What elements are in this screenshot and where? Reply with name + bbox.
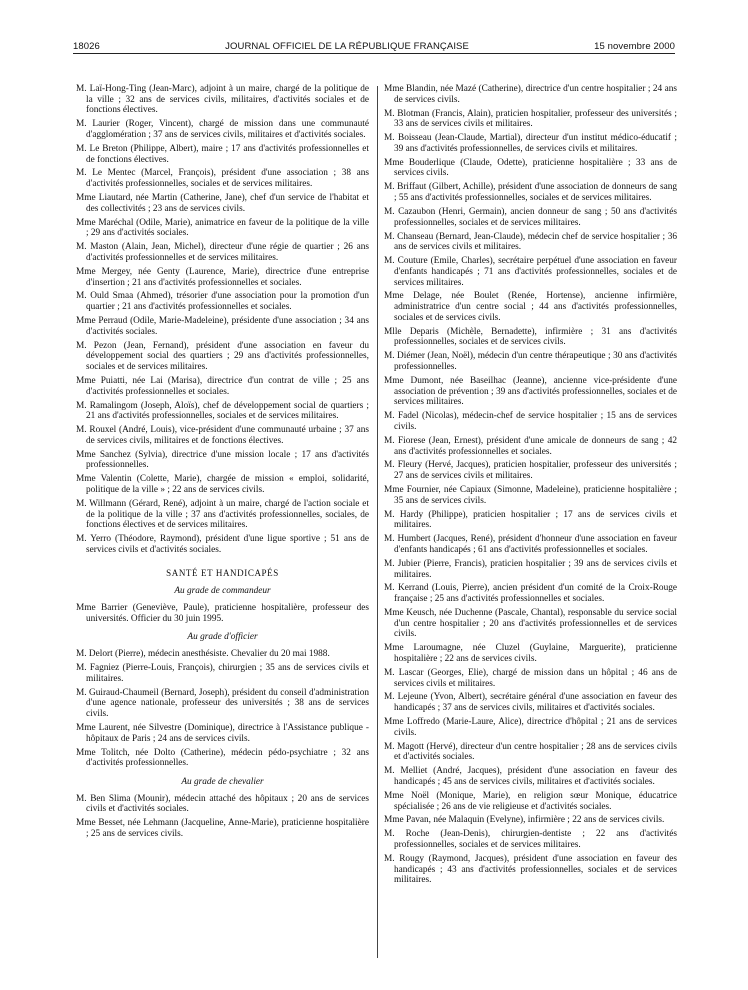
list-item: M. Fagniez (Pierre-Louis, François), chirurgien ; 35 ans de services civils et militaires.	[76, 663, 369, 684]
list-item: M. Magott (Hervé), directeur d'un centre hospitalier ; 28 ans de services civils et d'activités sociales.	[384, 741, 677, 763]
column-divider	[377, 86, 378, 958]
list-item: M. Boisseau (Jean-Claude, Martial), directeur d'un institut médico-éducatif ; 39 ans d'activités professionnelles, de services civils et militaires.	[384, 133, 677, 154]
list-item: Mme Liautard, née Martin (Catherine, Jane), chef d'un service de l'habitat et des collectivités ; 23 ans de services civils.	[76, 193, 369, 214]
list-item: M. Rouxel (André, Louis), vice-président d'une communauté urbaine ; 37 ans de services civils, militaires et de fonctions électives.	[76, 425, 369, 446]
list-item: M. Ould Smaa (Ahmed), trésorier d'une association pour la promotion d'un quartier ; 21 ans d'activités professionnelles et sociales.	[76, 291, 369, 313]
issue-date: 15 novembre 2000	[594, 41, 675, 52]
list-item: M. Guiraud-Chaumeil (Bernard, Joseph), président du conseil d'administration d'une agence nationale, professeur des universités ; 38 ans de services civils.	[76, 687, 369, 720]
list-item: M. Jubier (Pierre, Francis), praticien hospitalier ; 39 ans de services civils et militaires.	[384, 558, 677, 580]
list-item: M. Willmann (Gérard, René), adjoint à un maire, chargé de l'action sociale et de la politique de la ville ; 37 ans d'activités professionnelles, sociales, de fonctions électives et de services militaires.	[76, 498, 369, 531]
list-item: M. Pezon (Jean, Fernand), président d'une association en faveur du développement social des quartiers ; 29 ans d'activités professionnelles, sociales et de services militaires.	[76, 340, 369, 373]
page-header	[73, 36, 675, 52]
list-item: M. Hardy (Philippe), praticien hospitalier ; 17 ans de services civils et militaires.	[384, 509, 677, 531]
list-item: Mme Delage, née Boulet (Renée, Hortense), ancienne infirmière, administratrice d'un centre social ; 44 ans d'activités professionnelles, sociales et de services civils.	[384, 291, 677, 323]
journal-title: JOURNAL OFFICIEL DE LA RÉPUBLIQUE FRANÇAISE	[225, 41, 469, 52]
list-item: Mlle Deparis (Michèle, Bernadette), infirmière ; 31 ans d'activités professionnelles, sociales et de services civils.	[384, 326, 677, 348]
list-item: M. Fiorese (Jean, Ernest), président d'une amicale de donneurs de sang ; 42 ans d'activités professionnelles et sociales.	[384, 435, 677, 457]
list-item: Mme Fournier, née Capiaux (Simonne, Madeleine), praticienne hospitalière ; 35 ans de services civils.	[384, 485, 677, 506]
list-item: Mme Noël (Monique, Marie), en religion sœur Monique, éducatrice spécialisée ; 26 ans de vie religieuse et d'activités sociales.	[384, 790, 677, 812]
section-title: SANTÉ ET HANDICAPÉS	[166, 567, 279, 578]
list-item: Mme Valentin (Colette, Marie), chargée de mission « emploi, solidarité, politique de la ville » ; 22 ans de services civils.	[76, 474, 369, 496]
list-item: M. Kerrand (Louis, Pierre), ancien président d'un comité de la Croix-Rouge française ; 25 ans d'activités professionnelles et sociales.	[384, 583, 677, 605]
grade-heading-commandeur: Au grade de commandeur	[174, 586, 271, 597]
list-item: Mme Mergey, née Genty (Laurence, Marie), directrice d'une entreprise d'insertion ; 21 ans d'activités professionnelles et sociales.	[76, 266, 369, 288]
list-item: Mme Blandin, née Mazé (Catherine), directrice d'un centre hospitalier ; 24 ans de services civils.	[384, 84, 677, 105]
list-item: M. Le Breton (Philippe, Albert), maire ; 17 ans d'activités professionnelles et de fonctions électives.	[76, 143, 369, 165]
list-item: M. Ben Slima (Mounir), médecin attaché des hôpitaux ; 20 ans de services civils et d'activités sociales.	[76, 793, 369, 815]
list-item: M. Diémer (Jean, Noël), médecin d'un centre thérapeutique ; 30 ans d'activités professionnelles.	[384, 351, 677, 373]
list-item: Mme Maréchal (Odile, Marie), animatrice en faveur de la politique de la ville ; 29 ans d'activités sociales.	[76, 217, 369, 239]
list-item: M. Chanseau (Bernard, Jean-Claude), médecin chef de service hospitalier ; 36 ans de services civils et militaires.	[384, 231, 677, 253]
list-item: Mme Puiatti, née Lai (Marisa), directrice d'un contrat de ville ; 25 ans d'activités professionnelles et sociales.	[76, 375, 369, 397]
list-item: Mme Dumont, née Baseilhac (Jeanne), ancienne vice-présidente d'une association de prévention ; 39 ans d'activités professionnelles, sociales et de services militaires.	[384, 375, 677, 408]
commandeur-entries-list	[76, 603, 369, 624]
list-item: M. Maston (Alain, Jean, Michel), directeur d'une régie de quartier ; 26 ans d'activités professionnelles et de services militaires.	[76, 242, 369, 263]
left-entries-list	[76, 84, 369, 556]
list-item: Mme Barrier (Geneviève, Paule), praticienne hospitalière, professeur des universités. Officier du 30 juin 1995.	[76, 603, 369, 624]
list-item: M. Le Mentec (Marcel, François), président d'une association ; 38 ans d'activités professionnelles, sociales et de services militaires.	[76, 168, 369, 190]
left-column	[76, 84, 369, 843]
right-entries-list	[384, 84, 677, 886]
list-item: M. Lascar (Georges, Elie), chargé de mission dans un hôpital ; 46 ans de services civils et militaires.	[384, 667, 677, 689]
list-item: M. Fleury (Hervé, Jacques), praticien hospitalier, professeur des universités ; 27 ans de services civils et militaires.	[384, 460, 677, 482]
list-item: Mme Pavan, née Malaquin (Evelyne), infirmière ; 22 ans de services civils.	[384, 815, 665, 826]
grade-heading-chevalier: Au grade de chevalier	[181, 776, 264, 787]
list-item: M. Delort (Pierre), médecin anesthésiste. Chevalier du 20 mai 1988.	[76, 649, 330, 660]
page-number: 18026	[73, 41, 100, 52]
right-column	[384, 84, 677, 889]
chevalier-entries-list	[76, 794, 369, 840]
list-item: M. Blotman (Francis, Alain), praticien hospitalier, professeur des universités ; 33 ans de services civils et militaires.	[384, 108, 677, 130]
list-item: M. Ramalingom (Joseph, Aloïs), chef de développement social de quartiers ; 21 ans d'activités professionnelles, sociales et de services militaires.	[76, 400, 369, 422]
list-item: M. Roche (Jean-Denis), chirurgien-dentiste ; 22 ans d'activités professionnelles, sociales et de services militaires.	[384, 829, 677, 851]
list-item: M. Couture (Emile, Charles), secrétaire perpétuel d'une association en faveur d'enfants handicapés ; 71 ans d'activités professionnelles, sociales et de services militaires.	[384, 256, 677, 288]
list-item: M. Lejeune (Yvon, Albert), secrétaire général d'une association en faveur des handicapés ; 37 ans de services civils, militaires et d'activités sociales.	[384, 692, 677, 714]
list-item: M. Humbert (Jacques, René), président d'honneur d'une association en faveur d'enfants handicapés ; 61 ans d'activités professionnelles et sociales.	[384, 534, 677, 555]
list-item: M. Yerro (Théodore, Raymond), président d'une ligue sportive ; 51 ans de services civils et d'activités sociales.	[76, 534, 369, 555]
header-rule	[73, 53, 675, 54]
list-item: M. Laï-Hong-Ting (Jean-Marc), adjoint à un maire, chargé de la politique de la ville ; 32 ans de services civils, militaires, d'activités sociales et de fonctions électives.	[76, 84, 369, 116]
list-item: M. Cazaubon (Henri, Germain), ancien donneur de sang ; 50 ans d'activités professionnelles, sociales et de services militaires.	[384, 206, 677, 228]
list-item: Mme Laroumagne, née Cluzel (Guylaine, Marguerite), praticienne hospitalière ; 22 ans de services civils.	[384, 643, 677, 664]
list-item: M. Laurier (Roger, Vincent), chargé de mission dans une communauté d'agglomération ; 37 ans de services civils, militaires et d'activités sociales.	[76, 119, 369, 140]
list-item: Mme Bouderlique (Claude, Odette), praticienne hospitalière ; 33 ans de services civils.	[384, 157, 677, 179]
list-item: Mme Tolitch, née Dolto (Catherine), médecin pédo-psychiatre ; 32 ans d'activités professionnelles.	[76, 747, 369, 769]
columns-container	[76, 84, 676, 974]
list-item: Mme Sanchez (Sylvia), directrice d'une mission locale ; 17 ans d'activités professionnelles.	[76, 449, 369, 471]
list-item: Mme Perraud (Odile, Marie-Madeleine), présidente d'une association ; 34 ans d'activités sociales.	[76, 316, 369, 337]
list-item: M. Rougy (Raymond, Jacques), président d'une association en faveur des handicapés ; 43 ans d'activités professionnelles, sociales et de services militaires.	[384, 853, 677, 886]
list-item: M. Fadel (Nicolas), médecin-chef de service hospitalier ; 15 ans de services civils.	[384, 411, 677, 432]
grade-heading-officier: Au grade d'officier	[187, 632, 258, 643]
list-item: Mme Loffredo (Marie-Laure, Alice), directrice d'hôpital ; 21 ans de services civils.	[384, 717, 677, 738]
list-item: M. Melliet (André, Jacques), président d'une association en faveur des handicapés ; 45 ans de services civils, militaires et d'activités sociales.	[384, 766, 677, 787]
list-item: Mme Laurent, née Silvestre (Dominique), directrice à l'Assistance publique - hôpitaux de Paris ; 24 ans de services civils.	[76, 722, 369, 744]
list-item: M. Briffaut (Gilbert, Achille), président d'une association de donneurs de sang ; 55 ans d'activités professionnelles, sociales et de services militaires.	[384, 182, 677, 204]
list-item: Mme Keusch, née Duchenne (Pascale, Chantal), responsable du service social d'un centre hospitalier ; 20 ans d'activités professionnelles et de services civils.	[384, 607, 677, 640]
officier-entries-list	[76, 649, 369, 769]
list-item: Mme Besset, née Lehmann (Jacqueline, Anne-Marie), praticienne hospitalière ; 25 ans de services civils.	[76, 818, 369, 839]
